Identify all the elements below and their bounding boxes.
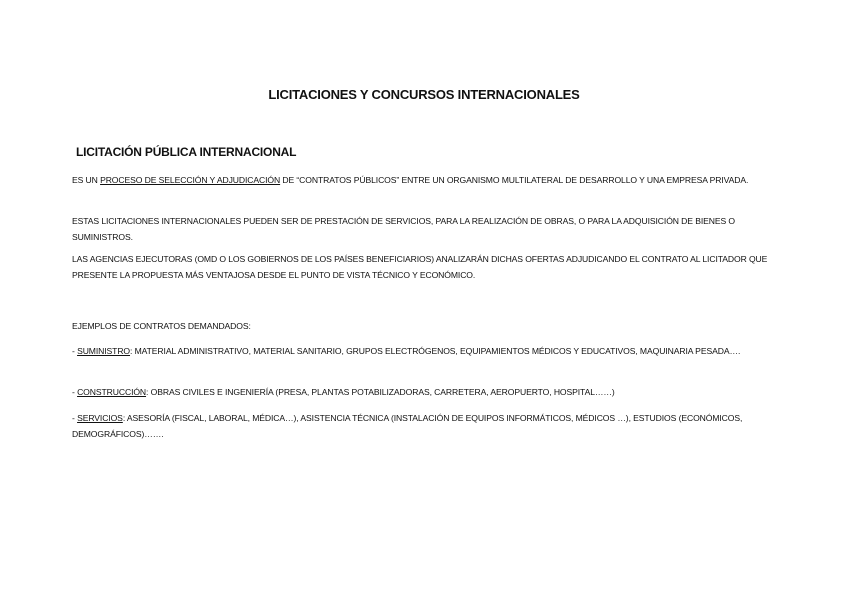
example-term-construccion[interactable]: CONSTRUCCIÓN <box>77 387 147 397</box>
example-term-servicios[interactable]: SERVICIOS <box>77 413 123 423</box>
example-item-suministro <box>72 344 772 360</box>
process-link[interactable]: PROCESO DE SELECCIÓN Y ADJUDICACIÓN <box>100 175 281 185</box>
section-title: LICITACIÓN PÚBLICA INTERNACIONAL <box>76 145 297 159</box>
example-dash: - <box>72 346 78 356</box>
example-dash: - <box>72 413 78 423</box>
paragraph-suffix: DE “CONTRATOS PÚBLICOS” ENTRE UN ORGANISMO MULTILATERAL DE DESARROLLO Y UNA EMPRESA PRIVADA. <box>280 175 749 185</box>
paragraph-agencies: LAS AGENCIAS EJECUTORAS (OMD O LOS GOBIERNOS DE LOS PAÍSES BENEFICIARIOS) ANALIZARÁN DICHAS OFERTAS ADJUDICANDO EL CONTRATO AL LICITADOR QUE PRESENTE LA PROPUESTA MÁS VENTAJOSA DESDE EL PUNTO DE VISTA TÉCNICO Y ECONÓMICO. <box>72 254 768 280</box>
paragraph-prefix: ES UN <box>72 175 101 185</box>
example-term-suministro[interactable]: SUMINISTRO <box>77 346 131 356</box>
example-text: : ASESORÍA (FISCAL, LABORAL, MÉDICA…), ASISTENCIA TÉCNICA (INSTALACIÓN DE EQUIPOS INFORMÁTICOS, MÉDICOS …), ESTUDIOS (ECONÓMICOS, DEMOGRÁFICOS)……. <box>72 413 743 439</box>
example-item-servicios <box>72 411 772 442</box>
example-dash: - <box>72 387 78 397</box>
example-item-construccion <box>72 385 772 401</box>
example-text: : MATERIAL ADMINISTRATIVO, MATERIAL SANITARIO, GRUPOS ELECTRÓGENOS, EQUIPAMIENTOS MÉDICOS Y EDUCATIVOS, MAQUINARIA PESADA…. <box>130 346 741 356</box>
examples-heading: EJEMPLOS DE CONTRATOS DEMANDADOS: <box>72 321 251 331</box>
paragraph-definition <box>72 173 772 189</box>
page-title: LICITACIONES Y CONCURSOS INTERNACIONALES <box>268 87 580 102</box>
example-text: : OBRAS CIVILES E INGENIERÍA (PRESA, PLANTAS POTABILIZADORAS, CARRETERA, AEROPUERTO, HOSPITAL……) <box>146 387 615 397</box>
paragraph-types: ESTAS LICITACIONES INTERNACIONALES PUEDEN SER DE PRESTACIÓN DE SERVICIOS, PARA LA REALIZACIÓN DE OBRAS, O PARA LA ADQUISICIÓN DE BIENES O SUMINISTROS. <box>72 216 735 242</box>
